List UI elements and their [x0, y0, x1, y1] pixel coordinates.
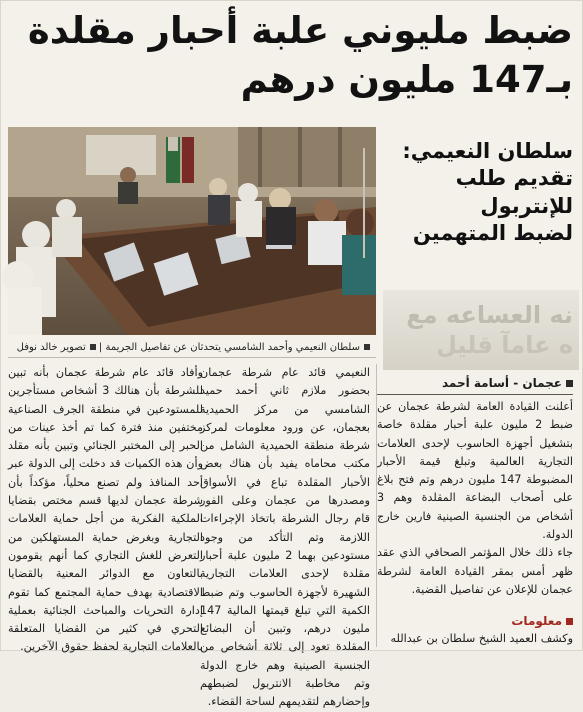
quote-divider	[363, 148, 365, 258]
bleed-through-text	[383, 290, 579, 370]
byline-text: عجمان - أسامة أحمد	[441, 376, 562, 390]
quote-line-1: تقديم طلب للإنتربول	[455, 166, 573, 218]
article-column-left	[8, 364, 203, 657]
byline-bullet-icon	[566, 380, 573, 387]
article-column-right	[377, 398, 573, 599]
paragraph: جاء ذلك خلال المؤتمر الصحافي الذي عقد ظهر أمس بمقر القيادة العامة لشرطة عجمان للإعلان عن تفاصيل القضية.	[377, 546, 573, 596]
info-first-line: وكشف العميد الشيخ سلطان بن عبدالله	[390, 632, 573, 645]
paragraph: النعيمي قائد عام شرطة عجمان بحضور ملازم ثاني أحمد حميد الشامسي من مركز الحميدية بعجمان، عن ورود معلومات لمركز شرطة منطقة الحميدية الشامل من مكتب محاماه يفيد بأن هناك بعض الأحبار المقلدة تباع في الأسواق ومصدرها من عجمان وعلى الفور قام رجال الشرطة باتخاذ الإجراءات اللازمة وتم التأكد من وجود مستودعين بهما 2 مليون علبة أحبار مقلدة لإحدى العلامات التجارية الشهيرة لأجهزة الحاسوب وتم ضبط الكمية التي تبلغ قيمتها المالية 147 مليون درهم، وتبين أن البضائع المقلدة تعود إلى ثلاثة أشخاص من الجنسية الصينية وهم خارج الدولة وتم مخاطبة الانتربول لضبطهم وإحضارهم لتقديمهم لساحة القضاء.	[200, 366, 371, 709]
paragraph: أعلنت القيادة العامة لشرطة عجمان عن ضبط 2 مليون علبة أحبار مقلدة خاصة بتشغيل أجهزة الحاسوب لإحدى العلامات التجارية العالمية وتبلغ قيمة الأحبار المضبوطة 147 مليون درهم وتم فتح بلاغ على أصحاب البضاعة المقلدة وهم 3 أشخاص من الجنسية الصينية فارين خارج الدولة.	[377, 400, 573, 542]
column-divider	[376, 364, 377, 647]
press-conference-photo	[8, 127, 376, 335]
byline	[377, 376, 573, 395]
photo-illustration	[8, 127, 376, 335]
caption-separator: |	[95, 342, 103, 353]
ghost-line-2: ه عامآ قليل	[436, 331, 573, 359]
headline-line-2: بـ147 مليون درهم	[240, 57, 573, 101]
photo-caption	[8, 338, 376, 358]
pull-quote	[377, 138, 573, 247]
quote-line-2: لضبط المتهمين	[412, 220, 573, 245]
caption-main-text: سلطان النعيمي وأحمد الشامسي يتحدثان عن تفاصيل الجريمة	[105, 342, 360, 353]
ghost-line-1: نه العساعه مع	[406, 301, 573, 329]
article-column-middle	[200, 364, 370, 712]
info-heading	[377, 614, 573, 628]
info-bullet-icon	[566, 618, 573, 625]
paragraph: وأفاد قائد عام شرطة عجمان بأنه تبين للشرطة بأن هنالك 3 أشخاص مستأجرين للمستودعين في منطقة الجرف الصناعية مختفين منذ فترة كما تم أخذ عينات من الحبر إلى المختبر الجنائي وتبين بأنه مقلد وأن هذه الكميات قد دخلت إلى الدولة عبر أحد المنافذ ولم تصنع محلياً، مؤكداً بأن شرطة عجمان لديها قسم مختص بقضايا الملكية الفكرية من أجل حماية العلامات التجارية وبغرض حماية المستهلكين من التعرض للغش التجاري كما أنهم يقومون بالتعاون مع الدوائر المعنية بالقضايا الاقتصادية بهدف حماية المجتمع كما تقوم إدارة التحريات والمباحث الجنائية بعملية التحري في كثير من القضايا المتعلقة بالعلامات التجارية لحفظ حقوق الآخرين.	[8, 366, 203, 654]
quote-speaker: سلطان النعيمي:	[402, 139, 573, 163]
article-headline	[13, 10, 573, 101]
caption-bullet-icon	[364, 344, 370, 350]
headline-line-1: ضبط مليوني علبة أحبار مقلدة	[27, 9, 573, 52]
info-heading-text: معلومات	[511, 614, 562, 628]
caption-credit: تصوير خالد نوفل	[16, 342, 86, 353]
